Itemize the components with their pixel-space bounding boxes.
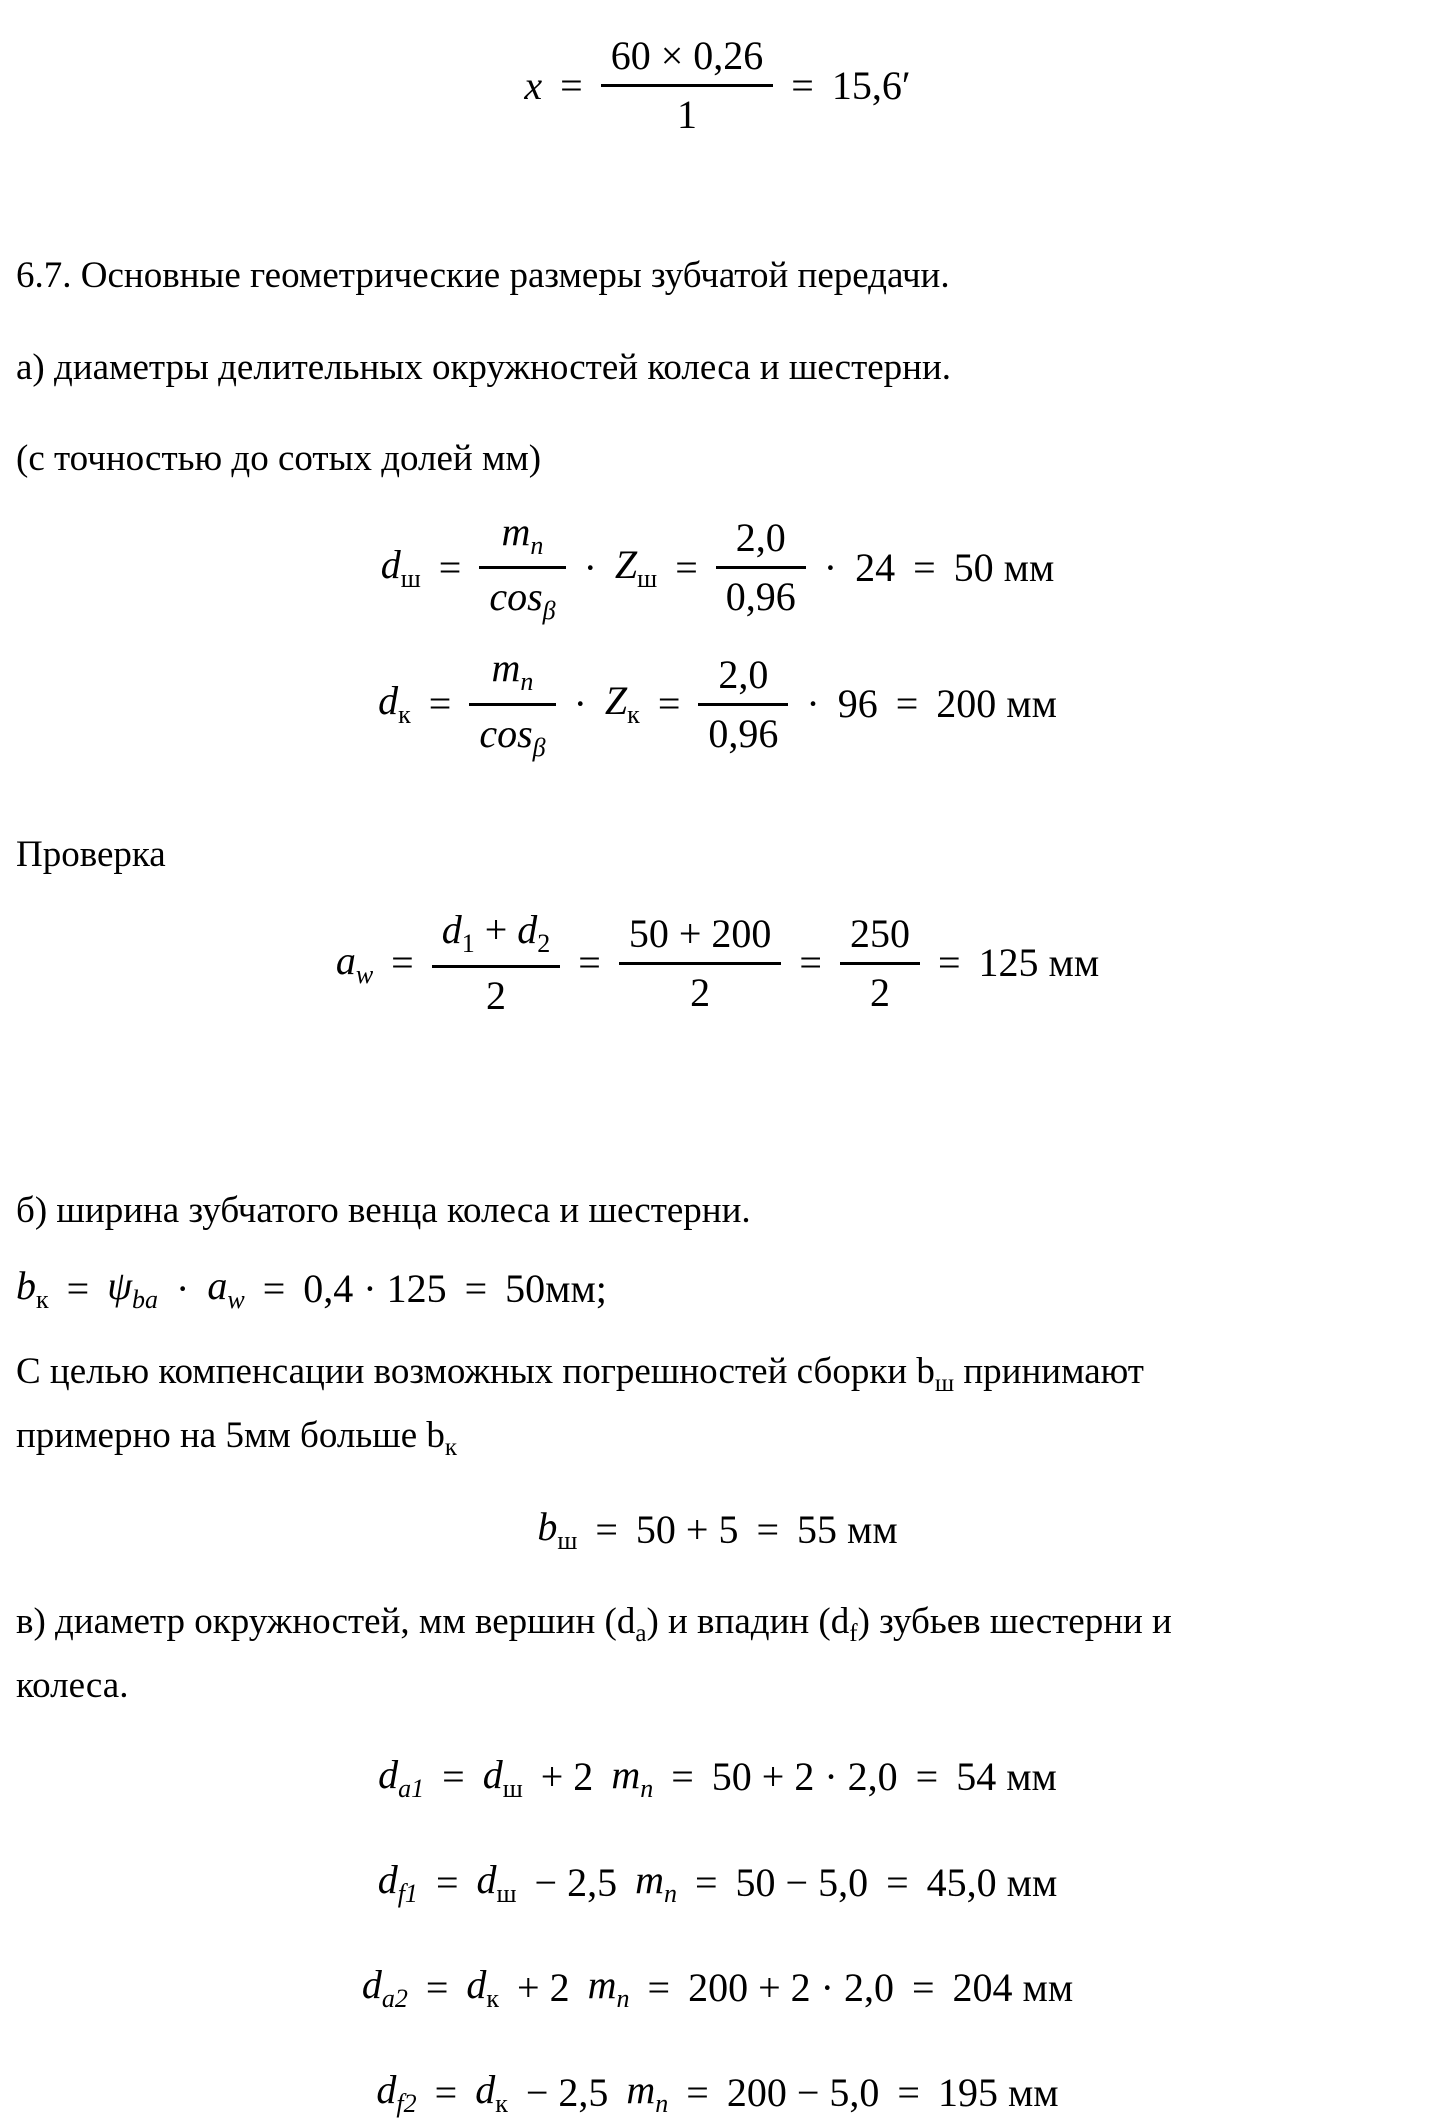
root-diameter-pinion-symbol: [378, 1856, 418, 1909]
fraction-numerator: 2,0: [718, 651, 769, 697]
precision-note: (с точностью до сотых долей мм): [16, 437, 542, 479]
module-over-cos-beta-fraction: [469, 646, 555, 762]
item-v-text-part: ) зубьев шестерни и: [857, 1600, 1172, 1642]
multiplication-dot: ·: [176, 1265, 190, 1311]
subscript-w: w: [355, 959, 374, 989]
plus-sign: +: [484, 907, 508, 953]
variable-m: m: [501, 508, 531, 554]
note-text: примерно на 5мм больше b: [16, 1415, 445, 1457]
pinion-diameter-symbol: [477, 1856, 517, 1909]
expression-value: 50 + 2 · 2,0: [711, 1754, 898, 1800]
result-value: 50 мм: [953, 544, 1055, 590]
formula-wheel-rim-width: [16, 1262, 1419, 1315]
subscript-sh: ш: [496, 1878, 517, 1908]
subscript-f1: f1: [397, 1878, 418, 1908]
item-v-text: [16, 1591, 1419, 1717]
variable-m: m: [491, 644, 521, 690]
psi-coefficient-symbol: [107, 1262, 158, 1315]
subscript-k: к: [495, 2089, 508, 2119]
teeth-count-value: 24: [855, 544, 896, 590]
subscript-1: 1: [461, 929, 475, 959]
tip-diameter-pinion-symbol: [378, 1751, 424, 1804]
center-distance-symbol: [336, 937, 373, 990]
item-v-text-part: ) и впадин (d: [646, 1600, 850, 1642]
subscript-a: a: [635, 1619, 647, 1647]
equals-sign: =: [791, 62, 814, 108]
item-v-text-part: в) диаметр окружностей, мм вершин (d: [16, 1600, 636, 1642]
subscript-2: 2: [537, 929, 551, 959]
pinion-diameter-symbol: [381, 541, 421, 594]
pinion-diameter-symbol: [483, 1751, 523, 1804]
result-value: 125 мм: [978, 940, 1100, 986]
equals-sign: =: [425, 1964, 449, 2010]
variable-d: d: [380, 542, 401, 588]
module-over-cos-beta-fraction: [479, 510, 565, 626]
variable-m: m: [626, 2067, 656, 2113]
result-value: 45,0 мм: [926, 1859, 1058, 1905]
operator-coefficient: + 2: [517, 1964, 570, 2010]
variable-m: m: [587, 1962, 617, 2008]
result-value: 195 мм: [937, 2069, 1059, 2115]
equals-sign: =: [391, 940, 414, 986]
equals-sign: =: [671, 1754, 694, 1800]
subscript-k: к: [36, 1285, 49, 1315]
equals-sign: =: [262, 1265, 286, 1311]
variable-d: d: [361, 1962, 382, 2008]
fraction-numerator: 50 + 200: [628, 910, 772, 956]
subscript-sh: ш: [400, 564, 421, 594]
formula-pinion-pitch-diameter: [16, 510, 1419, 626]
equals-sign: =: [464, 1265, 488, 1311]
numeric-fraction: [716, 516, 806, 619]
subscript-n: n: [655, 2089, 669, 2119]
variable-d: d: [517, 907, 538, 953]
multiplication-dot: ·: [806, 681, 820, 727]
equals-sign: =: [886, 1859, 909, 1905]
subscript-sh: ш: [934, 1370, 955, 1398]
pinion-width-symbol: [537, 1503, 577, 1556]
subscript-k: к: [627, 700, 640, 730]
section-heading: 6.7. Основные геометрические размеры зубчатой передачи.: [16, 255, 950, 296]
variable-d: d: [377, 1856, 398, 1902]
variable-z: Z: [604, 678, 628, 724]
subscript-k: к: [444, 1434, 458, 1462]
subscript-n: n: [520, 666, 534, 696]
item-v-line1: [16, 1591, 1419, 1655]
equals-sign: =: [438, 544, 462, 590]
numeric-fraction: [698, 653, 788, 756]
variable-d: d: [482, 1751, 503, 1797]
fraction-numerator: [432, 908, 561, 965]
assembly-note-line2: [16, 1405, 1419, 1469]
subscript-a2: a2: [381, 1984, 408, 2014]
formula-pinion-tip-diameter: [16, 1751, 1419, 1804]
equals-sign: =: [657, 681, 681, 727]
module-symbol: [635, 1856, 677, 1909]
expression-value: 50 + 5: [635, 1507, 739, 1552]
subscript-n: n: [640, 1773, 654, 1803]
subscript-f: f: [849, 1619, 858, 1647]
note-text: принимают: [954, 1351, 1144, 1393]
variable-a: a: [207, 1263, 228, 1309]
module-symbol: [611, 1751, 653, 1804]
expression-value: 200 + 2 · 2,0: [688, 1964, 894, 2010]
subscript-sh: ш: [502, 1773, 523, 1803]
formula-wheel-pitch-diameter: [16, 646, 1419, 762]
fraction-denominator: [469, 703, 555, 763]
wheel-width-symbol: [16, 1262, 49, 1315]
variable-b: b: [537, 1504, 558, 1550]
formula-pinion-rim-width: [16, 1503, 1419, 1556]
equals-sign: =: [675, 544, 698, 590]
subscript-n: n: [616, 1984, 630, 2014]
expression-value: 200 − 5,0: [726, 2069, 880, 2115]
subscript-f2: f2: [396, 2089, 417, 2119]
fraction-denominator: 2: [619, 962, 782, 1015]
equals-sign: =: [686, 2069, 709, 2115]
fraction-denominator: [479, 566, 565, 626]
fraction-numerator: 250: [849, 910, 910, 956]
equals-sign: =: [578, 940, 601, 986]
wheel-teeth-symbol: [605, 677, 640, 730]
variable-d: d: [476, 1856, 497, 1902]
equals-sign: =: [694, 1859, 718, 1905]
fraction-numerator: [479, 510, 565, 567]
fraction-denominator: 2: [840, 962, 920, 1015]
formula-wheel-root-diameter: [16, 2066, 1419, 2119]
multiplication-dot: ·: [583, 544, 597, 590]
fraction-denominator: 0,96: [716, 566, 806, 619]
subscript-ba: ba: [132, 1285, 159, 1315]
equals-sign: =: [428, 681, 452, 727]
module-symbol: [626, 2066, 668, 2119]
result-value: 204 мм: [952, 1964, 1074, 2010]
variable-d: d: [378, 1751, 399, 1797]
fraction-numerator: [469, 646, 555, 703]
equals-sign: =: [595, 1507, 618, 1552]
pinion-teeth-symbol: [615, 541, 657, 594]
assembly-compensation-note: [16, 1341, 1419, 1469]
fraction-denominator: 1: [601, 84, 774, 137]
item-a-text: а) диаметры делительных окружностей колеса и шестерни.: [16, 347, 952, 389]
numeric-fraction: [619, 912, 782, 1015]
teeth-count-value: 96: [837, 681, 878, 727]
equals-sign: =: [66, 1265, 90, 1311]
fraction-numerator: 2,0: [735, 515, 786, 561]
assembly-note-line1: [16, 1341, 1419, 1405]
center-distance-symbol: [207, 1262, 244, 1315]
expression-value: 50 − 5,0: [735, 1859, 869, 1905]
equals-sign: =: [895, 681, 919, 727]
subscript-a1: a1: [398, 1773, 425, 1803]
fraction-denominator: 0,96: [698, 703, 788, 756]
variable-d: d: [441, 907, 462, 953]
variable-d: d: [475, 2067, 496, 2113]
subscript-k: к: [398, 700, 411, 730]
fraction-denominator: 2: [432, 965, 561, 1018]
formula-wheel-tip-diameter: [16, 1961, 1419, 2014]
numeric-fraction: [840, 912, 920, 1015]
equals-sign: =: [911, 1964, 935, 2010]
equals-sign: =: [913, 544, 936, 590]
subscript-w: w: [227, 1285, 245, 1315]
operator-coefficient: + 2: [540, 1754, 594, 1800]
equals-sign: =: [897, 2069, 920, 2115]
equals-sign: =: [937, 940, 961, 986]
equals-sign: =: [647, 1964, 671, 2010]
multiplication-dot: ·: [823, 544, 838, 590]
check-label: Проверка: [16, 834, 166, 876]
result-value: 55 мм: [797, 1507, 898, 1552]
operator-coefficient: − 2,5: [534, 1859, 618, 1905]
diameters-sum-fraction: [432, 908, 561, 1018]
subscript-sh: ш: [557, 1526, 578, 1556]
note-text: С целью компенсации возможных погрешностей сборки b: [16, 1351, 935, 1393]
expression-value: 0,4 · 125: [303, 1265, 447, 1311]
variable-b: b: [16, 1263, 36, 1309]
equals-sign: =: [756, 1507, 780, 1552]
formula-minutes-conversion: [16, 0, 1419, 137]
equals-sign: =: [560, 62, 583, 108]
result-value: 54 мм: [956, 1754, 1057, 1800]
subscript-sh: ш: [637, 564, 658, 594]
wheel-diameter-symbol: [475, 2066, 508, 2119]
subscript-beta: β: [532, 732, 546, 762]
tip-diameter-wheel-symbol: [362, 1961, 408, 2014]
variable-a: a: [335, 937, 356, 983]
equals-sign: =: [435, 1859, 459, 1905]
subscript-beta: β: [542, 596, 556, 626]
root-diameter-wheel-symbol: [376, 2066, 416, 2119]
equals-sign: =: [442, 1754, 465, 1800]
item-b-text: б) ширина зубчатого венца колеса и шестерни.: [16, 1189, 751, 1231]
result-value: 15,6′: [831, 62, 911, 108]
variable-d: d: [466, 1962, 487, 2008]
fraction: [601, 34, 774, 137]
cos-function: cos: [489, 574, 543, 620]
formula-center-distance-check: [16, 908, 1419, 1018]
fraction-numerator: 60 × 0,26: [610, 33, 764, 78]
variable-m: m: [611, 1751, 641, 1797]
subscript-n: n: [663, 1878, 677, 1908]
module-symbol: [588, 1961, 630, 2014]
subscript-n: n: [530, 530, 544, 560]
result-value: 200 мм: [936, 681, 1057, 727]
wheel-diameter-symbol: [466, 1961, 499, 2014]
variable-d: d: [378, 678, 399, 724]
result-value: 50мм;: [505, 1265, 607, 1311]
formula-pinion-root-diameter: [16, 1856, 1419, 1909]
variable-z: Z: [614, 542, 638, 588]
equals-sign: =: [915, 1754, 939, 1800]
variable-d: d: [376, 2067, 397, 2113]
multiplication-dot: ·: [573, 681, 587, 727]
equals-sign: =: [434, 2069, 458, 2115]
equals-sign: =: [799, 940, 822, 986]
variable-m: m: [635, 1856, 664, 1902]
wheel-diameter-symbol: [378, 677, 411, 730]
variable-psi: ψ: [107, 1263, 133, 1309]
item-v-line2: колеса.: [16, 1664, 129, 1706]
operator-coefficient: − 2,5: [525, 2069, 609, 2115]
cos-function: cos: [479, 710, 533, 756]
variable-x: x: [524, 62, 543, 108]
subscript-k: к: [486, 1984, 500, 2014]
